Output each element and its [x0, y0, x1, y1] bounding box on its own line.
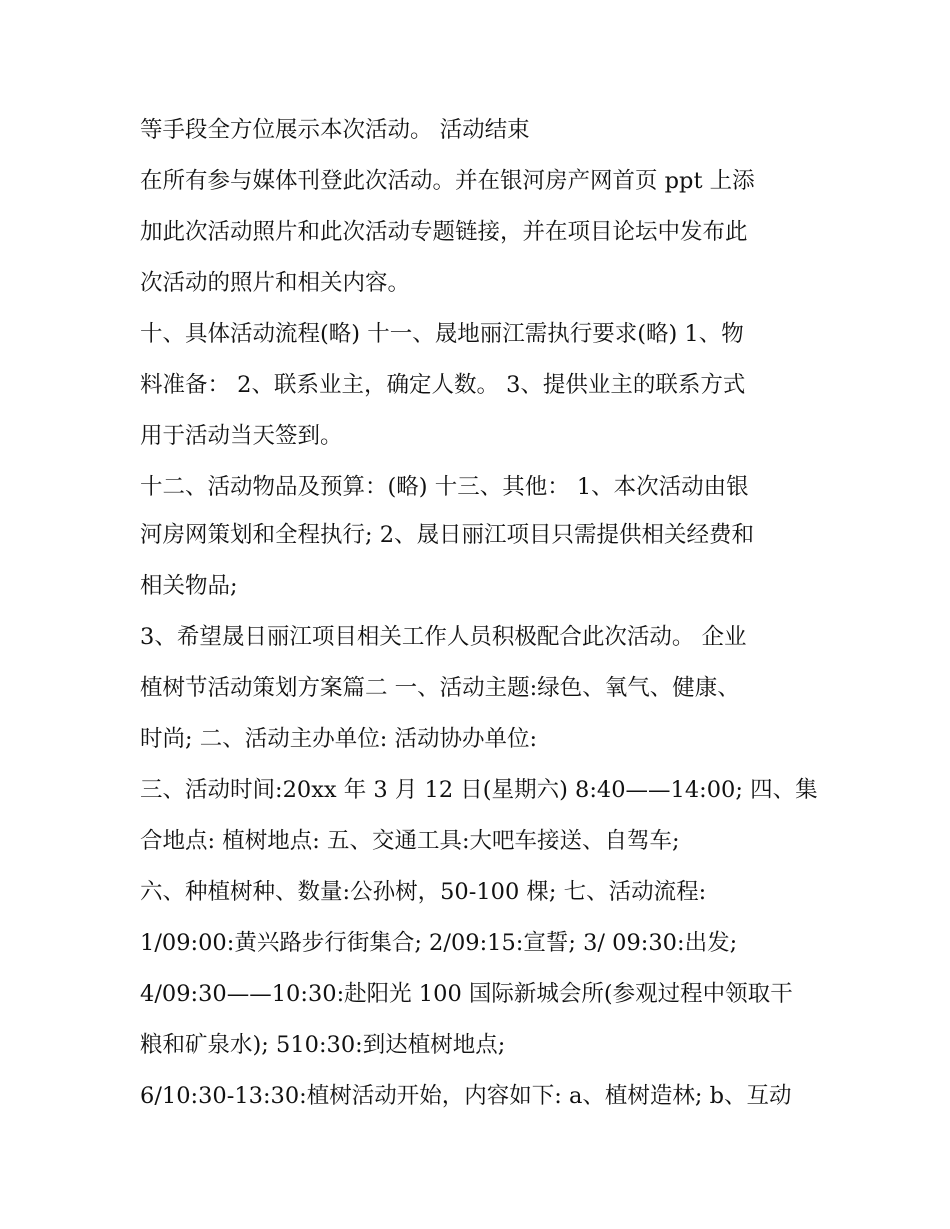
text-line: 三、活动时间:20xx 年 3 月 12 日(星期六) 8:40——14:00; 四、集	[140, 777, 818, 803]
text-line: 3、希望晟日丽江项目相关工作人员积极配合此次活动。 企业	[140, 624, 747, 650]
text-line: 合地点: 植树地点: 五、交通工具:大吧车接送、自驾车;	[140, 828, 680, 854]
text-line: 河房网策划和全程执行; 2、晟日丽江项目只需提供相关经费和	[140, 522, 755, 548]
text-line: 粮和矿泉水); 510:30:到达植树地点;	[140, 1032, 506, 1058]
text-line: 相关物品;	[140, 573, 238, 599]
text-line: 时尚; 二、活动主办单位: 活动协办单位:	[140, 726, 538, 752]
text-line: 植树节活动策划方案篇二 一、活动主题:绿色、氧气、健康、	[140, 675, 740, 701]
text-line: 料准备： 2、联系业主，确定人数。 3、提供业主的联系方式	[140, 372, 746, 398]
text-line: 用于活动当天签到。	[140, 423, 343, 449]
text-line: 加此次活动照片和此次活动专题链接，并在项目论坛中发布此	[140, 219, 748, 245]
text-line: 六、种植树种、数量:公孙树，50-100 棵; 七、活动流程:	[140, 879, 707, 905]
text-line: 1/09:00:黄兴路步行街集合; 2/09:15:宣誓; 3/ 09:30:出发;	[140, 930, 738, 956]
text-line: 6/10:30-13:30:植树活动开始，内容如下: a、植树造林; b、互动	[140, 1083, 792, 1109]
text-line: 在所有参与媒体刊登此次活动。并在银河房产网首页 ppt 上添	[140, 168, 755, 194]
text-line: 等手段全方位展示本次活动。 活动结束	[140, 117, 530, 143]
text-line: 4/09:30——10:30:赴阳光 100 国际新城会所(参观过程中领取干	[140, 981, 793, 1007]
text-line: 十、具体活动流程(略) 十一、晟地丽江需执行要求(略) 1、物	[140, 321, 744, 347]
text-line: 次活动的照片和相关内容。	[140, 270, 411, 296]
text-line: 十二、活动物品及预算：(略) 十三、其他： 1、本次活动由银	[140, 474, 749, 500]
